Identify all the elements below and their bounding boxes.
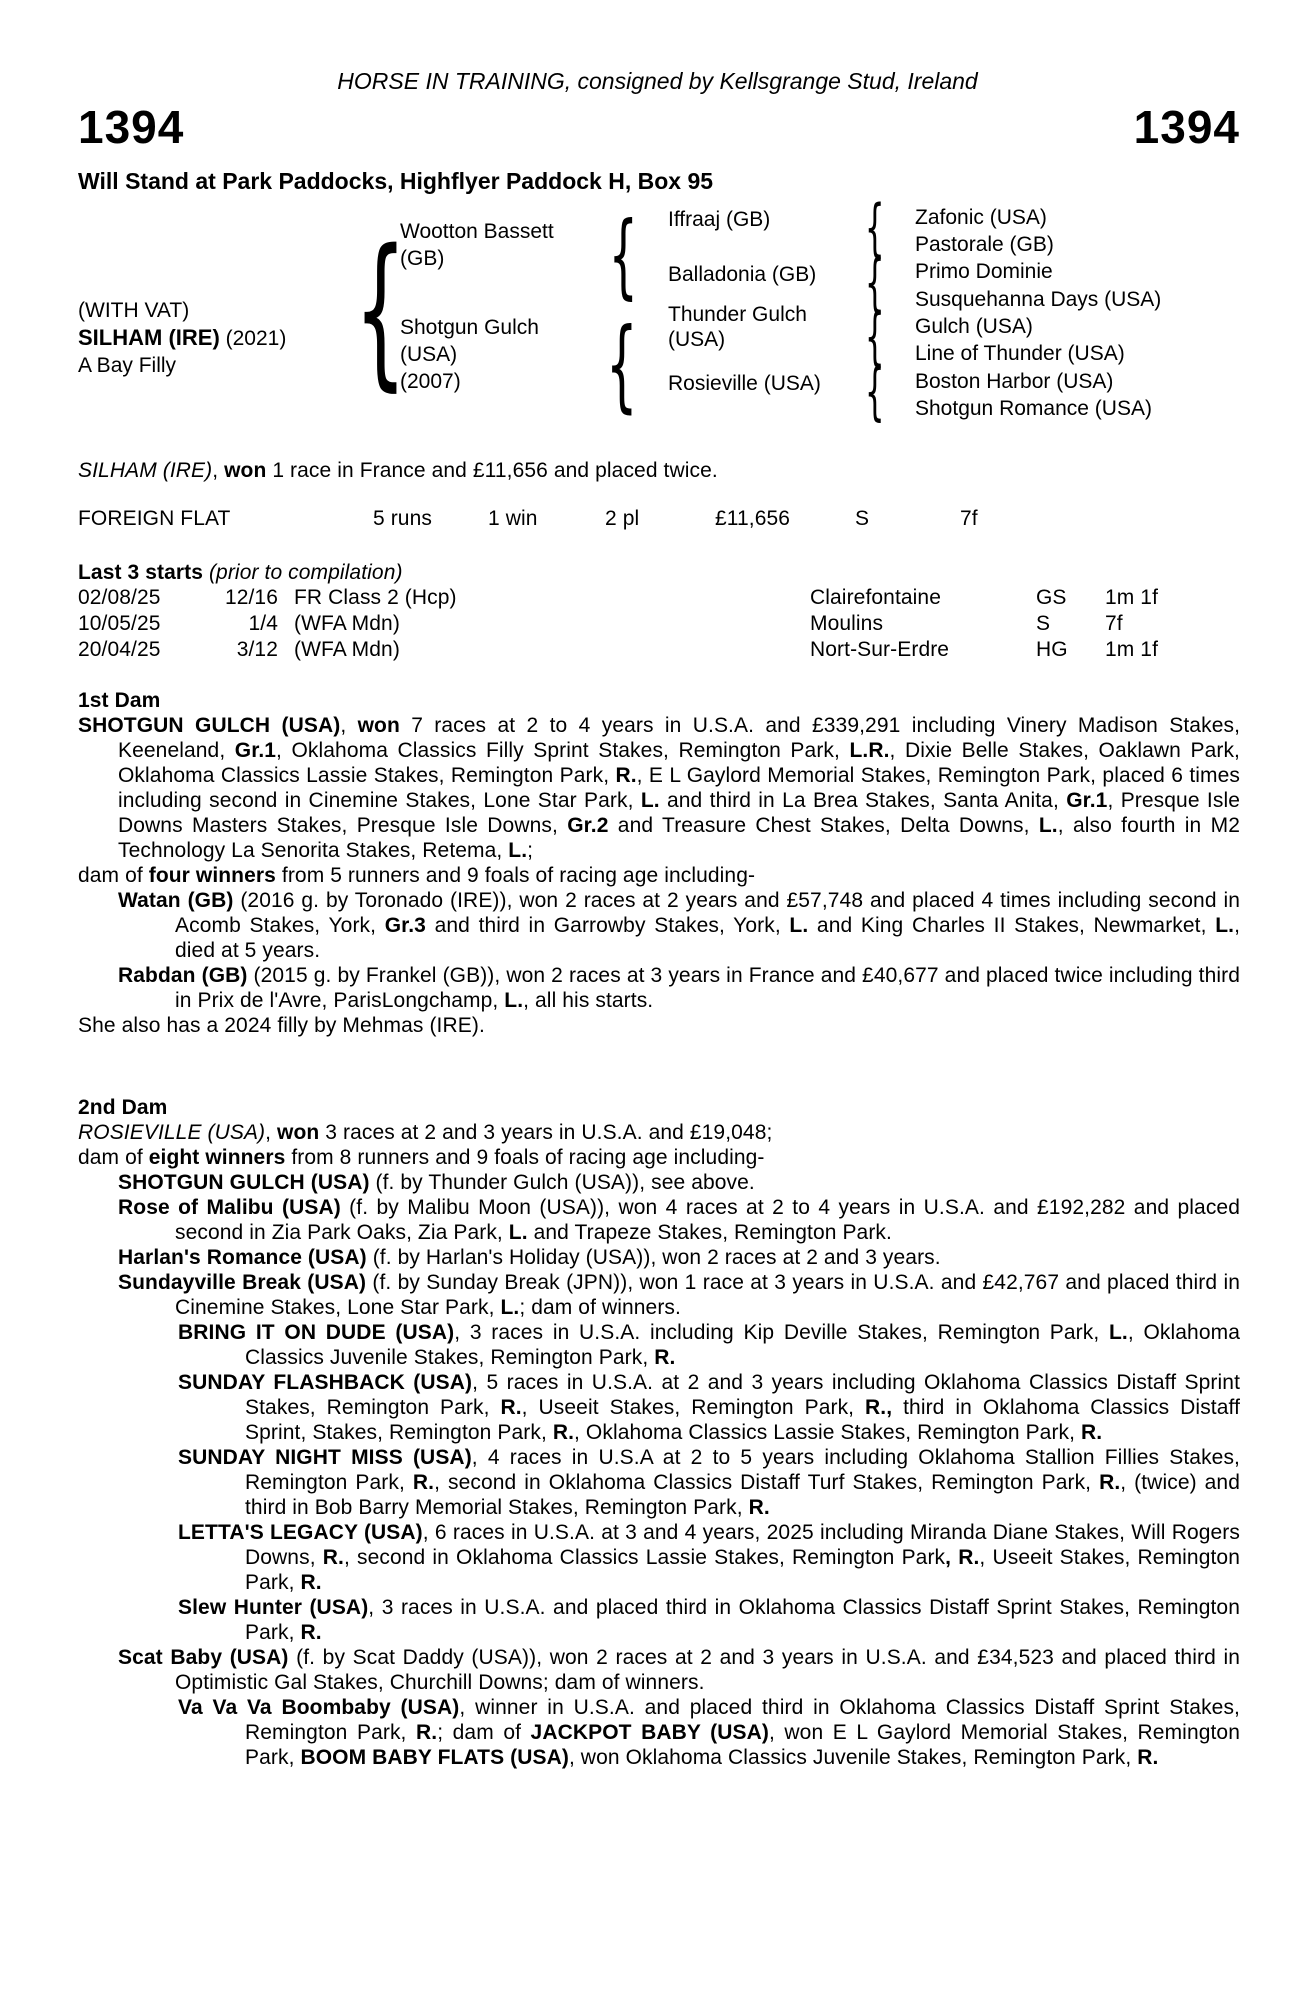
progeny-entry-harlans-romance: Harlan's Romance (USA) (f. by Harlan's Holiday (USA)), won 2 races at 2 and 3 years. <box>118 1246 941 1269</box>
gen2-dam-sire-suffix: (USA) <box>668 328 726 351</box>
pedigree-brace-g3d: { <box>864 355 885 428</box>
last3-row-2 <box>78 611 1240 637</box>
race-going: S <box>1036 612 1051 635</box>
gen3-0: Zafonic (USA) <box>915 206 1047 229</box>
race-date: 10/05/25 <box>78 612 161 635</box>
stats-distance: 7f <box>960 507 978 530</box>
progeny-entry-rabdan: Rabdan (GB) (2015 g. by Frankel (GB)), won 2 races at 3 years in France and £40,677 and placed twice including third in Prix de l'Avre, ParisLongchamp, L., all his starts. <box>118 964 1241 1012</box>
progeny-entry-rose-of-malibu: Rose of Malibu (USA) (f. by Malibu Moon (USA)), won 4 races at 2 to 4 years in U.S.A. and £192,282 and placed second in Zia Park Oaks, Zia Park, L. and Trapeze Stakes, Remington Park. <box>118 1196 1240 1244</box>
race-summary-section <box>78 458 1240 483</box>
race-course: Clairefontaine <box>810 586 941 609</box>
progeny-entry-sunday-flashback: SUNDAY FLASHBACK (USA), 5 races in U.S.A. at 2 and 3 years including Oklahoma Classics Distaff Sprint Stakes, Remington Park, R., Useeit Stakes, Remington Park, R., third in Oklahoma Classics Distaff Sprint, Stakes, Remington Park, R., Oklahoma Classics Lassie Stakes, Remington Park, R. <box>178 1371 1241 1444</box>
subject-name: SILHAM (IRE) <box>78 325 220 350</box>
race-distance: 1m 1f <box>1105 638 1159 661</box>
pedigree-dam <box>400 314 539 395</box>
race-position: 1/4 <box>248 612 278 635</box>
race-position: 3/12 <box>236 638 278 661</box>
gen2-sire-sire: Iffraaj (GB) <box>668 208 771 231</box>
race-date: 20/04/25 <box>78 638 161 661</box>
progeny-entry-sundayville-break: Sundayville Break (USA) (f. by Sunday Break (JPN)), won 1 race at 3 years in U.S.A. and £42,767 and placed third in Cinemine Stakes, Lone Star Park, L.; dam of winners. <box>118 1271 1240 1319</box>
gen3-2: Primo Dominie <box>915 260 1053 283</box>
race-position: 12/16 <box>224 586 278 609</box>
race-course: Moulins <box>810 612 884 635</box>
gen3-4: Gulch (USA) <box>915 315 1033 338</box>
last3-row-3 <box>78 637 1240 663</box>
last3-row-1 <box>78 585 1240 611</box>
last3-section <box>78 560 1240 663</box>
sire-name: Wootton Bassett <box>400 220 554 243</box>
subject-description: A Bay Filly <box>78 354 177 377</box>
progeny-entry-watan: Watan (GB) (2016 g. by Toronado (IRE)), won 2 races at 2 years and £57,748 and placed 4 times including second in Acomb Stakes, York, Gr.3 and third in Garrowby Stakes, York, L. and King Charles II Stakes, Newmarket, L., died at 5 years. <box>118 889 1240 962</box>
pedigree-brace-gen1: { <box>354 214 407 406</box>
last3-heading-bold: Last 3 starts <box>78 561 204 584</box>
gen3-1: Pastorale (GB) <box>915 233 1054 256</box>
gen2-dam-dam: Rosieville (USA) <box>668 372 821 395</box>
gen3-6: Boston Harbor (USA) <box>915 370 1114 393</box>
first-dam-produce-line: dam of four winners from 5 runners and 9 foals of racing age including- <box>78 864 756 887</box>
lot-number-right: 1394 <box>1133 101 1240 153</box>
progeny-entry-bring-it-on-dude: BRING IT ON DUDE (USA), 3 races in U.S.A. including Kip Deville Stakes, Remington Park, L., Oklahoma Classics Juvenile Stakes, Remington Park, R. <box>178 1321 1240 1369</box>
progeny-entry-shotgun-gulch: SHOTGUN GULCH (USA) (f. by Thunder Gulch (USA)), see above. <box>118 1171 755 1194</box>
gen3-7: Shotgun Romance (USA) <box>915 397 1152 420</box>
sire-suffix: (GB) <box>400 247 445 270</box>
progeny-entry-sunday-night-miss: SUNDAY NIGHT MISS (USA), 4 races in U.S.A at 2 to 5 years including Oklahoma Stallion Fillies Stakes, Remington Park, R., second in Oklahoma Classics Distaff Turf Stakes, Remington Park, R., (twice) and third in Bob Barry Memorial Stakes, Remington Park, R. <box>178 1446 1240 1519</box>
race-distance: 1m 1f <box>1105 586 1159 609</box>
pedigree-brace-g3b: { <box>864 246 885 319</box>
progeny-entry-va-va-va-boombaby: Va Va Va Boombaby (USA), winner in U.S.A. and placed third in Oklahoma Classics Distaff Sprint Stakes, Remington Park, R.; dam of JACKPOT BABY (USA), won E L Gaylord Memorial Stakes, Remington Park, BOOM BABY FLATS (USA), won Oklahoma Classics Juvenile Stakes, Remington Park, R. <box>178 1696 1240 1769</box>
first-dam-heading: 1st Dam <box>78 689 161 712</box>
stats-row <box>78 506 1240 532</box>
pedigree-subject <box>78 297 286 379</box>
gen2-dam-sire <box>668 302 807 352</box>
dam-suffix: (USA) <box>400 343 458 366</box>
race-going: GS <box>1036 586 1067 609</box>
subject-year: (2021) <box>225 327 287 350</box>
first-dam-record: SHOTGUN GULCH (USA), won 7 races at 2 to 4 years in U.S.A. and £339,291 including Vinery Madison Stakes, Keeneland, Gr.1, Oklahoma Classics Filly Sprint Stakes, Remington Park, L.R., Dixie Belle Stakes, Oaklawn Park, Oklahoma Classics Lassie Stakes, Remington Park, R., E L Gaylord Memorial Stakes, Remington Park, placed 6 times including second in Cinemine Stakes, Lone Star Park, L. and third in La Brea Stakes, Santa Anita, Gr.1, Presque Isle Downs Masters Stakes, Presque Isle Downs, Gr.2 and Treasure Chest Stakes, Delta Downs, L., also fourth in M2 Technology La Senorita Stakes, Retema, L.; <box>78 714 1241 862</box>
dam-year: (2007) <box>400 370 461 393</box>
vat-note: (WITH VAT) <box>78 299 190 322</box>
consignor-line: HORSE IN TRAINING, consigned by Kellsgrange Stud, Ireland <box>337 68 978 94</box>
gen2-sire-dam: Balladonia (GB) <box>668 263 817 286</box>
pedigree-brace-g3a: { <box>864 191 885 264</box>
race-date: 02/08/25 <box>78 586 161 609</box>
stats-going: S <box>855 507 870 530</box>
pedigree-sire <box>400 218 554 272</box>
stats-wins: 1 win <box>488 507 538 530</box>
stats-runs: 5 runs <box>373 507 432 530</box>
stand-location-line: Will Stand at Park Paddocks, Highflyer Paddock H, Box 95 <box>78 168 714 194</box>
pedigree-brace-dam: { <box>605 306 638 423</box>
last3-heading-italic: (prior to compilation) <box>203 561 403 584</box>
race-class: (WFA Mdn) <box>294 638 400 661</box>
gen3-5: Line of Thunder (USA) <box>915 342 1125 365</box>
gen2-dam-sire-name: Thunder Gulch <box>668 303 807 326</box>
second-dam-heading: 2nd Dam <box>78 1096 168 1119</box>
gen3-3: Susquehanna Days (USA) <box>915 288 1162 311</box>
first-dam-note: She also has a 2024 filly by Mehmas (IRE). <box>78 1014 485 1037</box>
second-dam-record: ROSIEVILLE (USA), won 3 races at 2 and 3 years in U.S.A. and £19,048; <box>78 1121 773 1144</box>
progeny-entry-scat-baby: Scat Baby (USA) (f. by Scat Daddy (USA)), won 2 races at 2 and 3 years in U.S.A. and £34,523 and placed third in Optimistic Gal Stakes, Churchill Downs; dam of winners. <box>118 1646 1240 1694</box>
pedigree-brace-g3c: { <box>864 300 885 373</box>
race-distance: 7f <box>1105 612 1123 635</box>
stats-section <box>78 506 1240 532</box>
pedigree-brace-sire: { <box>608 202 638 309</box>
race-course: Nort-Sur-Erdre <box>810 638 950 661</box>
progeny-entry-lettas-legacy: LETTA'S LEGACY (USA), 6 races in U.S.A. at 3 and 4 years, 2025 including Miranda Diane Stakes, Will Rogers Downs, R., second in Oklahoma Classics Lassie Stakes, Remington Park, R., Useeit Stakes, Remington Park, R. <box>178 1521 1241 1594</box>
race-going: HG <box>1036 638 1068 661</box>
last3-heading <box>78 560 1240 585</box>
race-class: FR Class 2 (Hcp) <box>294 586 457 609</box>
progeny-entry-slew-hunter: Slew Hunter (USA), 3 races in U.S.A. and placed third in Oklahoma Classics Distaff Sprint Stakes, Remington Park, R. <box>178 1596 1240 1644</box>
lot-number-left: 1394 <box>78 101 185 153</box>
second-dam-section <box>78 1095 1240 1770</box>
first-dam-section <box>78 688 1240 1038</box>
dam-name: Shotgun Gulch <box>400 316 539 339</box>
subject-name-line <box>78 324 286 352</box>
stats-label: FOREIGN FLAT <box>78 507 231 530</box>
race-class: (WFA Mdn) <box>294 612 400 635</box>
second-dam-produce-line: dam of eight winners from 8 runners and 9 foals of racing age including- <box>78 1146 765 1169</box>
stats-earnings: £11,656 <box>715 507 791 530</box>
stats-placings: 2 pl <box>605 507 640 530</box>
race-summary: SILHAM (IRE), won 1 race in France and £11,656 and placed twice. <box>78 459 718 482</box>
